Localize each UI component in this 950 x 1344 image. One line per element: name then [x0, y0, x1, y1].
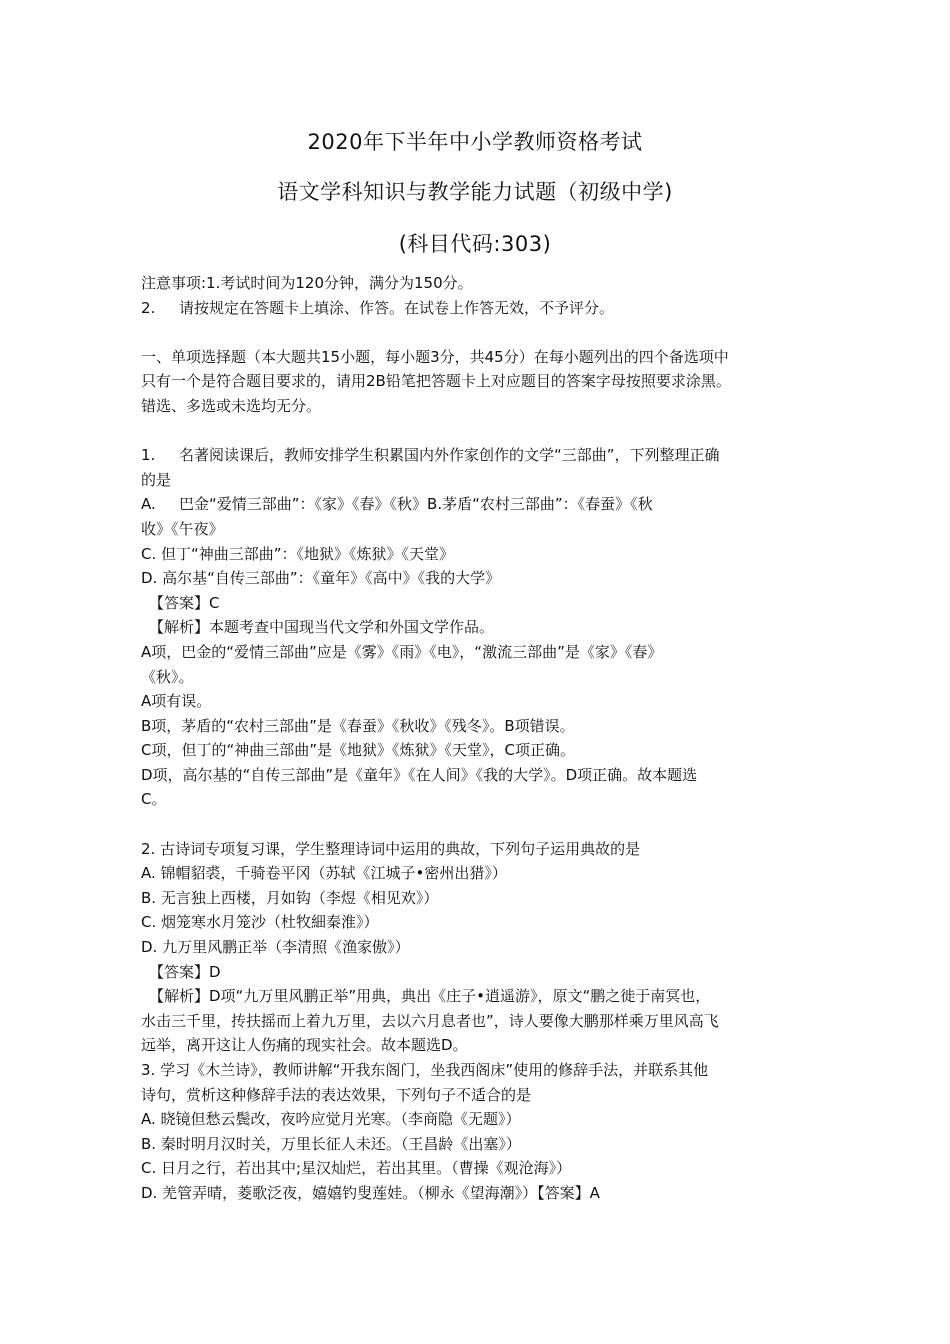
page-subtitle: 语文学科知识与教学能力试题（初级中学) — [277, 180, 673, 204]
q2-option-c: C. 烟笼寒水月笼沙（杜牧細秦淮》） — [141, 913, 379, 932]
q1-stem-2: 的是 — [141, 470, 172, 489]
subject-code: (科目代码:303) — [398, 232, 552, 256]
q2-option-b: B. 无言独上西楼，月如钩（李煜《相见欢》） — [141, 888, 439, 907]
q3-option-d: D. 羌管弄晴，菱歌泛夜，嬉嬉钓叟莲娃。（柳永《望海潮》）【答案】A — [141, 1183, 600, 1202]
q1-stem-1 — [141, 443, 821, 468]
section-instructions-1: 一、单项选择题（本大题共15小题，每小题3分，共45分）在每小题列出的四个备选项中 — [141, 347, 729, 366]
q1-explanation-3: A项有误。 — [141, 692, 212, 711]
q2-option-d: D. 九万里风鹏正举（李清照《渔家傲》） — [141, 938, 410, 957]
q1-option-a-label: A. — [141, 495, 156, 514]
q1-answer: 【答案】C — [149, 593, 220, 612]
q1-explanation-1: A项，巴金的“爱情三部曲”应是《雾》《雨》《电》，“激流三部曲”是《家》《春》 — [141, 642, 663, 661]
notice-line-2 — [141, 296, 821, 321]
q1-option-b-cont: 收》《午夜》 — [141, 519, 224, 538]
q2-explanation-2: 水击三千里，抟扶摇而上着九万里，去以六月息者也”，诗人要像大鹏那样乘万里风高飞 — [141, 1011, 719, 1030]
q1-explanation-7: C。 — [141, 790, 167, 809]
q1-option-d: D. 高尔基“自传三部曲”：《童年》《高中》《我的大学》 — [141, 569, 501, 588]
notice-item-text: 请按规定在答题卡上填涂、作答。在试卷上作答无效，不予评分。 — [179, 298, 615, 317]
document-body — [141, 271, 821, 1206]
q3-stem-1: 3. 学习《木兰诗》，教师讲解“开我东阁门，坐我西阁床”使用的修辞手法，并联系其他 — [141, 1061, 709, 1079]
notice-item-number: 2. — [141, 298, 156, 317]
q3-option-b: B. 秦时明月汉时关，万里长征人未还。（王昌龄《出塞》） — [141, 1134, 521, 1153]
q3-option-a: A. 晓镜但愁云鬓改，夜吟应觉月光寒。（李商隐《无题》） — [141, 1110, 521, 1129]
q1-option-a-text: 巴金“爱情三部曲”：《家》《春》《秋》B.茅盾“农村三部曲”：《春蚕》《秋 — [179, 495, 653, 514]
q2-option-a: A. 锦帽貂裘，千骑卷平冈（苏轼《江城子•密州出猎》） — [141, 864, 507, 883]
q1-explanation-5: C项，但丁的“神曲三部曲”是《地狱》《炼狱》《天堂》，C项正确。 — [141, 741, 575, 760]
q1-explanation-6: D项，高尔基的“自传三部曲”是《童年》《在人间》《我的大学》。D项正确。故本题选 — [141, 765, 698, 784]
q1-explanation-4: B项，茅盾的“农村三部曲”是《春蚕》《秋收》《残冬》。B项错误。 — [141, 716, 575, 735]
q1-explanation-2: 《秋》。 — [141, 667, 194, 686]
q1-stem-text: 名著阅读课后，教师安排学生积累国内外作家创作的文学“三部曲”，下列整理正确 — [179, 446, 720, 465]
q2-answer: 【答案】D — [149, 962, 221, 981]
page-title: 2020年下半年中小学教师资格考试 — [307, 130, 643, 154]
q1-option-a — [141, 492, 821, 517]
q1-option-c: C. 但丁“神曲三部曲”：《地狱》《炼狱》《天堂》 — [141, 544, 455, 563]
q2-stem: 2. 古诗词专项复习课，学生整理诗词中运用的典故，下列句子运用典故的是 — [141, 839, 641, 858]
q1-analysis: 【解析】本题考查中国现当代文学和外国文学作品。 — [149, 618, 495, 637]
notice-line-1: 注意事项:1.考试时间为120分钟，满分为150分。 — [141, 274, 473, 292]
q3-stem-2: 诗句，赏析这种修辞手法的表达效果，下列句子不适合的是 — [141, 1085, 532, 1104]
q1-number: 1. — [141, 446, 156, 465]
section-instructions-3: 错选、多选或未选均无分。 — [141, 396, 322, 415]
q2-explanation-1: 【解析】D项“九万里风鹏正举”用典，典出《庄子•逍遥游》，原文“鹏之徙于南冥也， — [149, 987, 711, 1006]
q3-option-c: C. 日月之行，若出其中;星汉灿烂，若出其里。（曹操《观沧海》） — [141, 1159, 572, 1178]
section-instructions-2: 只有一个是符合题目要求的，请用2B铅笔把答题卡上对应题目的答案字母按照要求涂黑。 — [141, 372, 731, 391]
q2-explanation-3: 远举，离开这让人伤痛的现实社会。故本题选D。 — [141, 1036, 468, 1055]
